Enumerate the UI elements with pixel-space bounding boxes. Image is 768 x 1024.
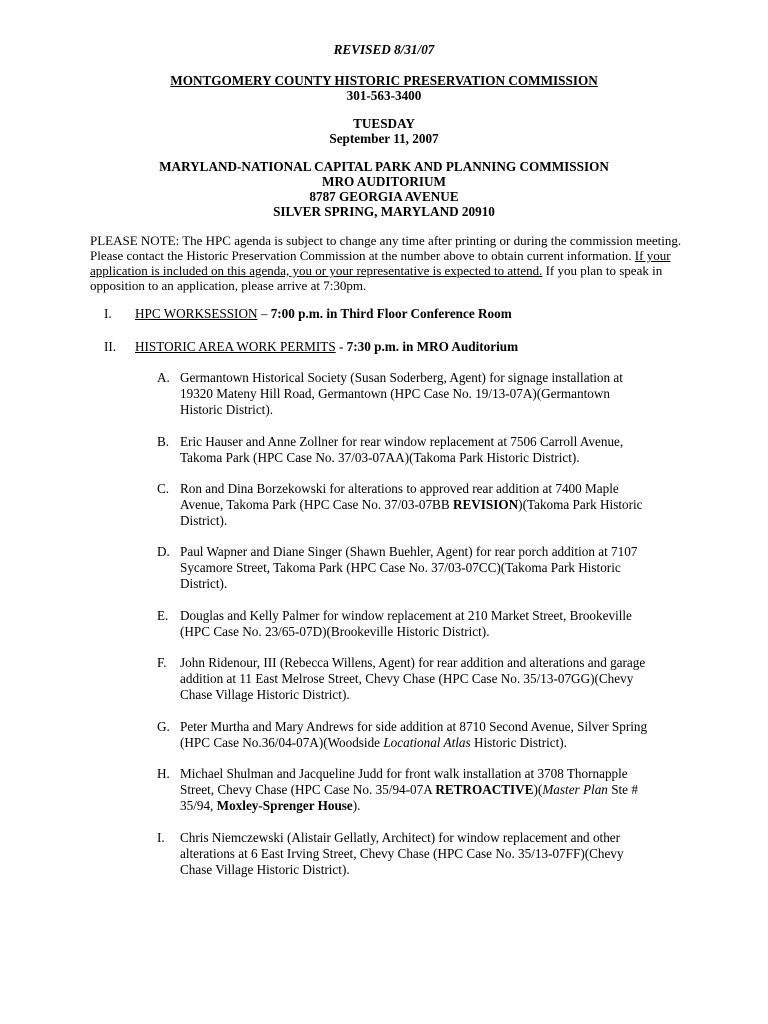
section-detail: 7:00 p.m. in Third Floor Conference Room: [270, 306, 512, 321]
revised-date: REVISED 8/31/07: [333, 42, 435, 57]
venue-street: 8787 GEORGIA AVENUE: [309, 189, 459, 204]
venue-name: MRO AUDITORIUM: [322, 174, 446, 189]
note-line: opposition to an application, please arrive at 7:30pm.: [90, 278, 367, 293]
agenda-page: REVISED 8/31/07 MONTGOMERY COUNTY HISTORIC PRESERVATION COMMISSION 301-563-3400 TUESDAY September 11, 2007 MARYLAND-NATIONAL CAPITAL PARK AND PLANNING COMMISSION MRO AUDITORIUM 8787 GEORGIA AVENUE SILVER SPRING, MARYLAND 20910 PLEASE NOTE: The HPC agenda is subject to change any time after printing or during the commission meeting. Please contact the Historic Preservation Commission at the number above to obtain current information. If your application is included on this agenda, you or your representative is expected to attend. If you plan to speak in opposition to an application, please arrive at 7:30pm. I. HPC WORKSESSION – 7:00 p.m. in Third Floor Conference Room II. HISTORIC AREA WORK PERMITS - 7:30 p.m. in MRO Auditorium A. Germantown Historical Society (Susan Soderberg, Agent) for signage installation at 19320 Mateny Hill Road, Germantown (HPC Case No. 19/13-07A)(Germantown Historic District). B. Eric Hauser and Anne Zollner for rear window replacement at 7506 Carroll Avenue, Takoma Park (HPC Case No. 37/03-07AA)(Takoma Park Historic District). C. Ron and Dina Borzekowski for alterations to approved rear addition at 7400 Maple Avenue, Takoma Park (HPC Case No. 37/03-07BB REVISION)(Takoma Park Historic District). D. Paul Wapner and Diane Singer (Shawn Buehler, Agent) for rear porch addition at 7107 Sycamore Street, Takoma Park (HPC Case No. 37/03-07CC)(Takoma Park Historic District). E. Douglas and Kelly Palmer for window replacement at 210 Market Street, Brookeville (HPC Case No. 23/65-07D)(Brookeville Historic District). F. John Ridenour, III (Rebecca Willens, Agent) for rear addition and alterations and garage addition at 11 East Melrose Street, Chevy Chase (HPC Case No. 35/13-07GG)(Chevy Chase Village Historic District). G. Peter Murtha and Mary Andrews for side addition at 8710 Second Avenue, Silver Spring (HPC Case No.36/04-07A)(Woodside Locational Atlas Historic District). H. Michael Shulman and Jacqueline Judd for front walk installation at 3708 Thornapple Street, Chevy Chase (HPC Case No. 35/94-07A RETROACTIVE)(Master Plan Ste # 35/94, Moxley-Sprenger House). I. Chris Niemczewski (Alistair Gellatly, Architect) for window replacement and other alterations at 6 East Irving Street, Chevy Chase (HPC Case No. 35/13-07FF)(Chevy Chase Village Historic District).: [0, 0, 768, 1024]
section-title: HPC WORKSESSION: [135, 306, 258, 321]
section-title: HISTORIC AREA WORK PERMITS: [135, 339, 336, 354]
section-detail: 7:30 p.m. in MRO Auditorium: [346, 339, 519, 354]
note-line: application is included on this agenda, you or your representative is expected to attend. If you plan to speak in: [90, 263, 663, 278]
commission-phone: 301-563-3400: [346, 88, 422, 103]
org-name: MARYLAND-NATIONAL CAPITAL PARK AND PLANNING COMMISSION: [159, 159, 609, 174]
note-line: Please contact the Historic Preservation Commission at the number above to obtain current information. If your: [90, 248, 671, 263]
meeting-day: TUESDAY: [353, 116, 415, 131]
please-note: [90, 233, 690, 293]
meeting-date: September 11, 2007: [329, 131, 439, 146]
venue-city: SILVER SPRING, MARYLAND 20910: [273, 204, 495, 219]
note-line: PLEASE NOTE: The HPC agenda is subject to change any time after printing or during the commission meeting.: [90, 233, 682, 248]
commission-name: MONTGOMERY COUNTY HISTORIC PRESERVATION COMMISSION: [170, 73, 598, 88]
